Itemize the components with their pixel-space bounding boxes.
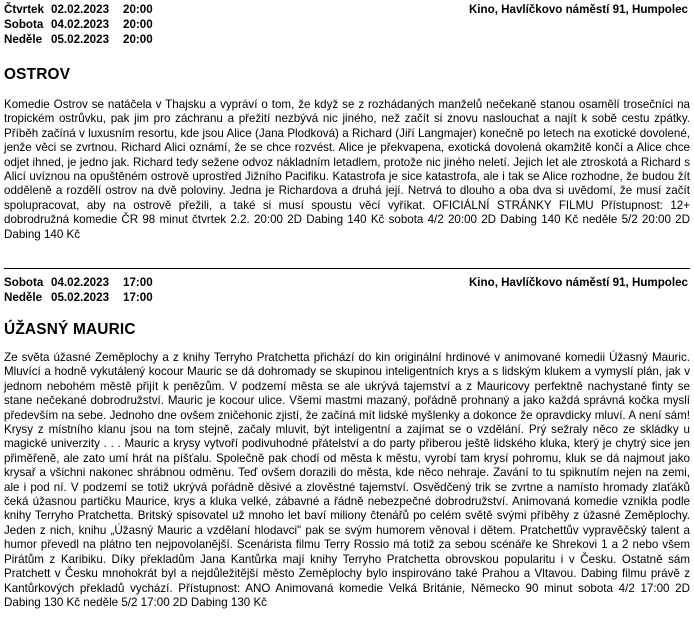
venue: Kino, Havlíčkovo náměstí 91, Humpolec <box>468 3 688 16</box>
schedule-day: Sobota <box>4 18 44 31</box>
schedule-date: 05.02.2023 <box>51 33 110 46</box>
schedule-time: 17:00 <box>123 291 153 304</box>
venue: Kino, Havlíčkovo náměstí 91, Humpolec <box>468 276 688 289</box>
schedule-time: 20:00 <box>123 3 153 16</box>
schedule-day: Čtvrtek <box>4 3 44 16</box>
schedule-time: 20:00 <box>123 33 153 46</box>
schedule-row <box>4 275 153 290</box>
film-description: Ze světa úžasné Zeměplochy a z knihy Terryho Pratchetta přichází do kin originální hrdinové v animované komedii Úžasný Mauric. Mluvící a hodně vykutálený kocour Mauric se dá dohromady se skupinou inteligentních krys a s lidským klukem a vymyslí plán, jak v jednom nebohém městě přijít k penězům. V podzemí města se ale ukrývá tajemství a z Mauricovy perfektně nachystané finty se stane nečekané dobrodružství. Mauric je kocour ulice. Všemi mastmi mazaný, pořádně prohnaný a jako každá správná kočka myslí především na sebe. Jednoho dne ovšem zničehonic zjistí, že začíná mít lidské myšlenky a dokonce že opravdicky mluví. A není sám! Krysy z místního klanu jsou na tom stejně, začaly mluvit, být inteligentní a zajímat se o vzdělání. Prý sežraly něco ze skládky u magické univerzity . . . Mauric a krysy vytvoří podivuhodné přátelství a do party přiberou ještě lidského kluka, který je chytrý sice jen přiměřeně, ale zato umí hrát na píšťalu. Společně pak chodí od města k městu, vyrobí tam krysí pohromu, kluk se dá najmout jako krysař a všichni nakonec shrábnou odměnu. Teď ovšem dorazili do města, kde něco nehraje. Zavání to tu spiknutím nejen na zemi, ale i pod ní. V podzemí se totiž ukrývá pořádně děsivé a zlověstné tajemství. Osvědčený trik se zvrtne a namísto hromady zlaťáků čeká úžasnou partičku Maurice, krys a kluka velké, zábavné a řádně nebezpečné dobrodružství. Animovaná komedie vznikla podle knihy Terryho Pratchetta. Britský spisovatel už mnoho let baví miliony čtenářů po celém světě svými příběhy z úžasné Zeměplochy. Jeden z nich, knihu „Úžasný Mauric a vzdělaní hlodavci" pak se svým humorem věnoval i dětem. Pratchettův vypravěčský talent a humor převedl na plátno ten nejpovolanější. Scenárista filmu Terry Rossio má totiž za sebou scénáře ke Shrekovi 1 a 2 nebo všem Pirátům z Karibiku. Díky překladům Jana Kantůrka mají knihy Terryho Pratchetta obrovskou popularitu i v Česku. Ostatně sám Pratchett v Česku mnohokrát byl a nejdůležitější město Zeměplochy bylo inspirováno také Prahou a Vltavou. Dabing filmu právě z Kantůrkových překladů vychází. Přístupnost: ANO Animovaná komedie Velká Británie, Německo 90 minut sobota 4/2 17:00 2D Dabing 130 Kč neděle 5/2 17:00 2D Dabing 130 Kč <box>4 351 690 609</box>
schedule-row <box>4 17 153 32</box>
film-title: ÚŽASNÝ MAURIC <box>4 321 136 338</box>
schedule-day: Neděle <box>4 33 43 46</box>
schedule <box>4 275 153 305</box>
schedule-day: Sobota <box>4 276 44 289</box>
schedule-date: 05.02.2023 <box>51 291 110 304</box>
schedule-row <box>4 290 153 305</box>
schedule-time: 20:00 <box>123 18 153 31</box>
schedule <box>4 2 153 47</box>
schedule-day: Neděle <box>4 291 43 304</box>
film-description: Komedie Ostrov se natáčela v Thajsku a vypráví o tom, že když se z rozhádaných manželů nečekaně stanou osamělí trosečníci na tropickém ostrůvku, pak jim pro záchranu a přežití nezbývá nic jiného, než začít si znovu naslouchat a najít k sobě cestu zpátky. Příběh začíná v luxusním resortu, kde jsou Alice (Jana Plodková) a Richard (Jiří Langmajer) konečně po letech na exotické dovolené, jenže věci se zvrtnou. Richard Alici oznámí, že se chce rozvést. Alice je překvapena, exotická dovolená okamžitě končí a Alice chce odjet ihned, je jedno jak. Richard tedy sežene odvoz nákladním letadlem, protože nic jiného neletí. Jejich let ale ztroskotá a Richard s Alicí uvíznou na opuštěném ostrově uprostřed Jižního Pacifiku. Katastrofa je sice katastrofa, ale i tak se Alice rozhodne, že budou žít odděleně a rozdělí ostrov na dvě poloviny. Jedna je Richardova a druhá její. Netrvá to dlouho a oba dva si uvědomí, že musí začít spolupracovat, aby na ostrově přežili, a také si musí spoustu věcí vyříkat. OFICIÁLNÍ STRÁNKY FILMU Přístupnost: 12+ dobrodružná komedie ČR 98 minut čtvrtek 2.2. 20:00 2D Dabing 140 Kč sobota 4/2 20:00 2D Dabing 140 Kč neděle 5/2 20:00 2D Dabing 140 Kč <box>4 98 690 241</box>
film-title: OSTROV <box>4 66 71 83</box>
divider <box>4 268 690 269</box>
schedule-date: 02.02.2023 <box>51 3 110 16</box>
schedule-time: 17:00 <box>123 276 153 289</box>
schedule-date: 04.02.2023 <box>51 276 110 289</box>
schedule-row <box>4 2 153 17</box>
schedule-date: 04.02.2023 <box>51 18 110 31</box>
schedule-row <box>4 32 153 47</box>
